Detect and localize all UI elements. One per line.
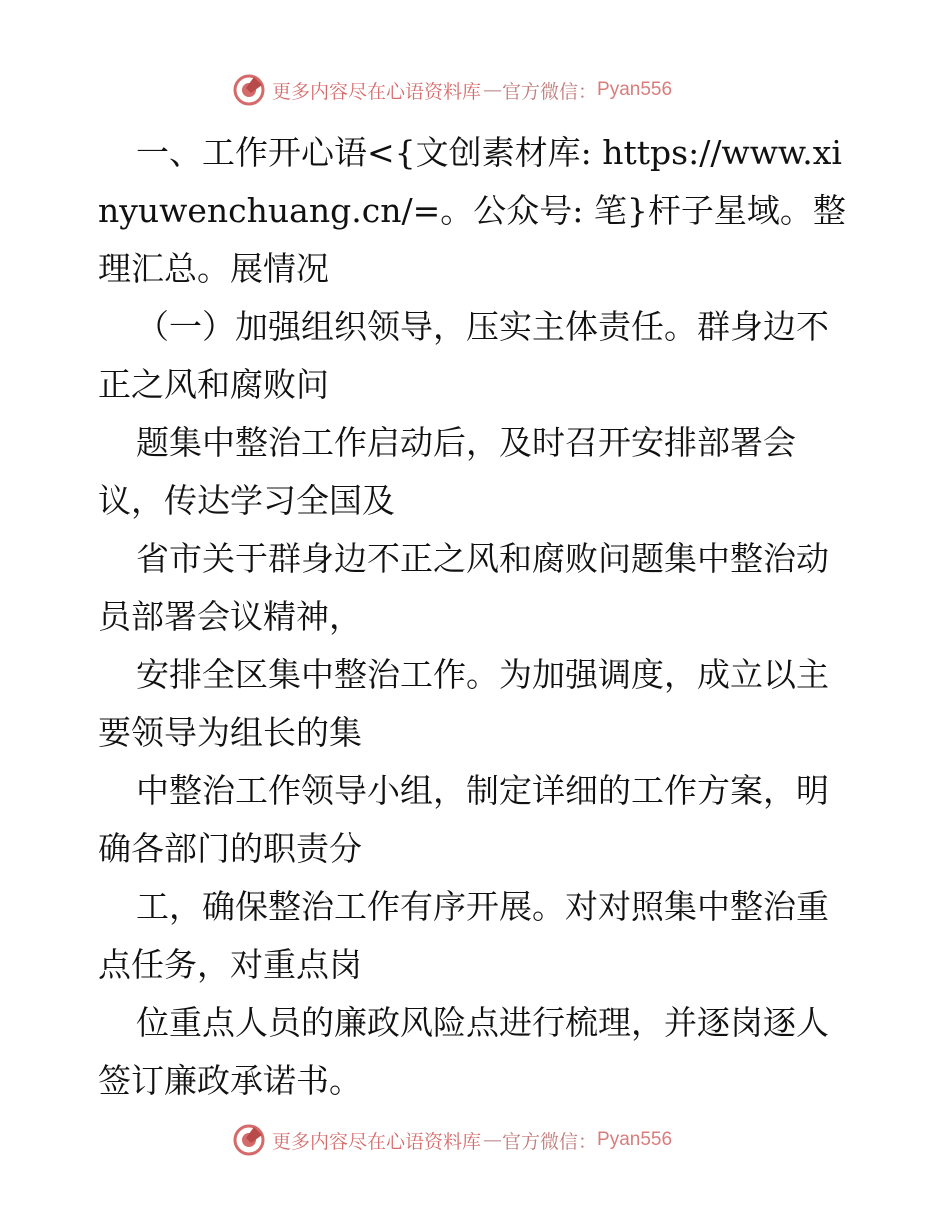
paragraph: 省市关于群身边不正之风和腐败问题集中整治动员部署会议精神，: [98, 539, 829, 636]
pen-logo-icon: [232, 1123, 266, 1157]
paragraph: 安排全区集中整治工作。为加强调度，成立以主要领导为组长的集: [98, 655, 829, 752]
paragraph: 中整治工作领导小组，制定详细的工作方案，明确各部门的职责分: [98, 771, 829, 868]
paragraph: （一）加强组织领导，压实主体责任。群身边不正之风和腐败问: [98, 307, 829, 404]
paragraph: 一、工作开心语<{文创素材库: https://www.xinyuwenchuang.cn/=。公众号: 笔}杆子星域。整理汇总。展情况: [98, 133, 846, 288]
pen-logo-icon: [232, 73, 266, 107]
footer-watermark: [232, 1122, 672, 1158]
paragraph: 工，确保整治工作有序开展。对对照集中整治重点任务，对重点岗: [98, 887, 829, 984]
paragraph: 位重点人员的廉政风险点进行梳理，并逐岗逐人签订廉政承诺书。: [98, 1003, 829, 1100]
document-body: [98, 124, 858, 1110]
watermark-main-text: 更多内容尽在心语资料库: [272, 1130, 482, 1153]
watermark-dash: —: [483, 79, 501, 101]
header-watermark: [232, 72, 672, 108]
watermark-sub-text: 官方微信：: [502, 80, 598, 103]
watermark-id-text: Pyan556: [597, 79, 673, 100]
watermark-dash: —: [483, 1129, 501, 1151]
watermark-sub-text: 官方微信：: [502, 1130, 598, 1153]
watermark-main-text: 更多内容尽在心语资料库: [272, 80, 482, 103]
watermark-id-text: Pyan556: [597, 1129, 673, 1150]
paragraph: 题集中整治工作启动后，及时召开安排部署会议，传达学习全国及: [98, 423, 796, 520]
